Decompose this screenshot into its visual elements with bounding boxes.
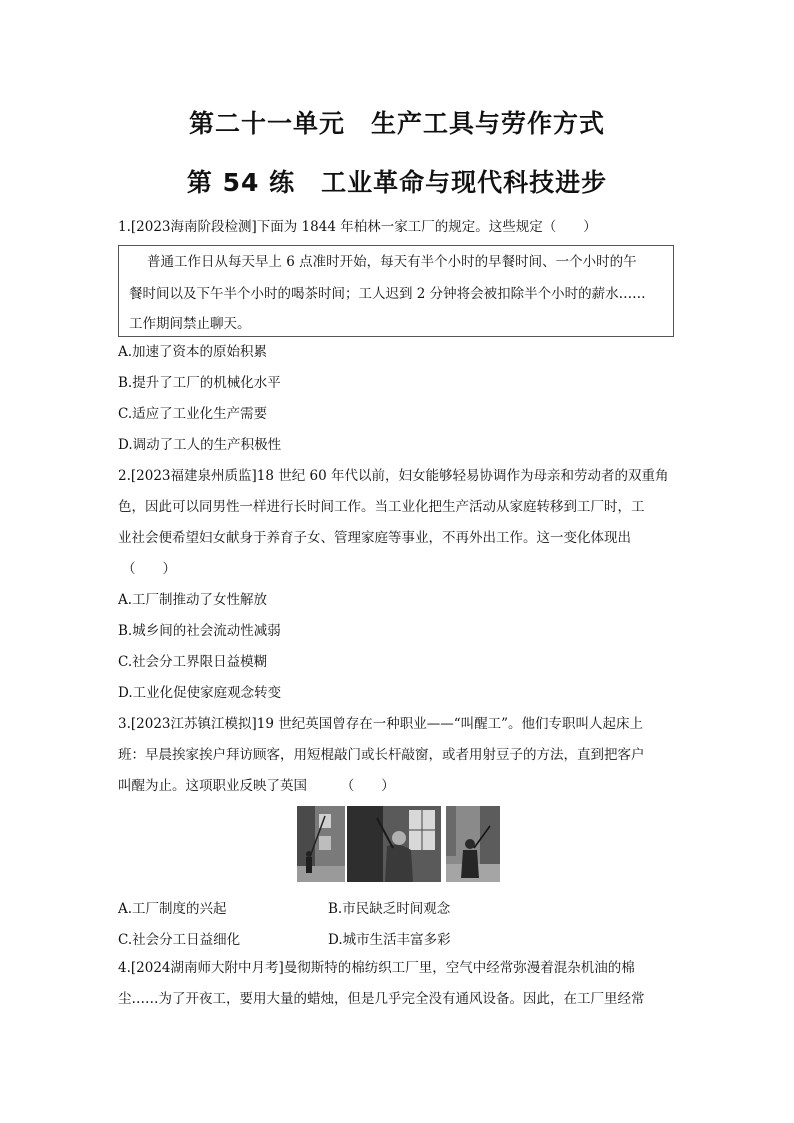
question-2-stem-line: 色，因此可以同男性一样进行长时间工作。当工业化把生产活动从家庭转移到工厂时，工: [118, 499, 645, 515]
question-3-option-d[interactable]: D.城市生活丰富多彩: [328, 932, 451, 948]
material-line: 餐时间以及下午半个小时的喝茶时间；工人迟到 2 分钟将会被扣除半个小时的薪水……: [129, 286, 646, 302]
question-2-answer-bracket: （ ）: [122, 561, 176, 577]
question-2-option-c[interactable]: C.社会分工界限日益模糊: [118, 654, 268, 670]
question-3-option-b[interactable]: B.市民缺乏时间观念: [328, 901, 451, 917]
lesson-title: 第 54 练 工业革命与现代科技进步: [186, 168, 608, 197]
question-2-option-a[interactable]: A.工厂制推动了女性解放: [118, 592, 268, 608]
material-line: 普通工作日从每天早上 6 点准时开始，每天有半个小时的早餐时间、一个小时的午: [147, 254, 637, 270]
question-1-option-d[interactable]: D.调动了工人的生产积极性: [118, 437, 282, 453]
question-3-option-c[interactable]: C.社会分工日益细化: [118, 932, 241, 948]
question-3-stem-line: 班：早晨挨家挨户拜访顾客，用短棍敲门或长杆敲窗，或者用射豆子的方法，直到把客户: [118, 747, 645, 763]
unit-title: 第二十一单元 生产工具与劳作方式: [188, 109, 605, 138]
knocker-up-photo-3: [446, 806, 500, 882]
question-2-stem-line: 2.[2023福建泉州质监]18 世纪 60 年代以前，妇女能够轻易协调作为母亲和劳动者的双重角: [118, 468, 669, 484]
knocker-up-photo-2: [347, 806, 441, 882]
question-1-stem: 1.[2023海南阶段检测]下面为 1844 年柏林一家工厂的规定。这些规定（ ）: [118, 219, 597, 235]
knocker-up-photo-1: [297, 806, 345, 882]
material-line: 工作期间禁止聊天。: [129, 316, 251, 332]
question-2-stem-line: 业社会便希望妇女献身于养育子女、管理家庭等事业，不再外出工作。这一变化体现出: [118, 530, 631, 546]
question-4-stem-line: 尘……为了开夜工，要用大量的蜡烛，但是几乎完全没有通风设备。因此，在工厂里经常: [118, 991, 645, 1007]
question-1-option-c[interactable]: C.适应了工业化生产需要: [118, 406, 268, 422]
question-3-stem-line: 叫醒为止。这项职业反映了英国 （ ）: [118, 778, 395, 794]
question-3-option-a[interactable]: A.工厂制度的兴起: [118, 901, 227, 917]
question-4-stem-line: 4.[2024湖南师大附中月考]曼彻斯特的棉纺织工厂里，空气中经常弥漫着混杂机油的棉: [118, 960, 635, 976]
question-1-option-b[interactable]: B.提升了工厂的机械化水平: [118, 375, 281, 391]
question-1-material-box: [118, 245, 674, 337]
question-2-option-b[interactable]: B.城乡间的社会流动性减弱: [118, 623, 281, 639]
question-1-option-a[interactable]: A.加速了资本的原始积累: [118, 344, 268, 360]
question-3-stem-line: 3.[2023江苏镇江模拟]19 世纪英国曾存在一种职业——“叫醒工”。他们专职叫人起床上: [118, 716, 644, 732]
question-2-option-d[interactable]: D.工业化促使家庭观念转变: [118, 685, 282, 701]
